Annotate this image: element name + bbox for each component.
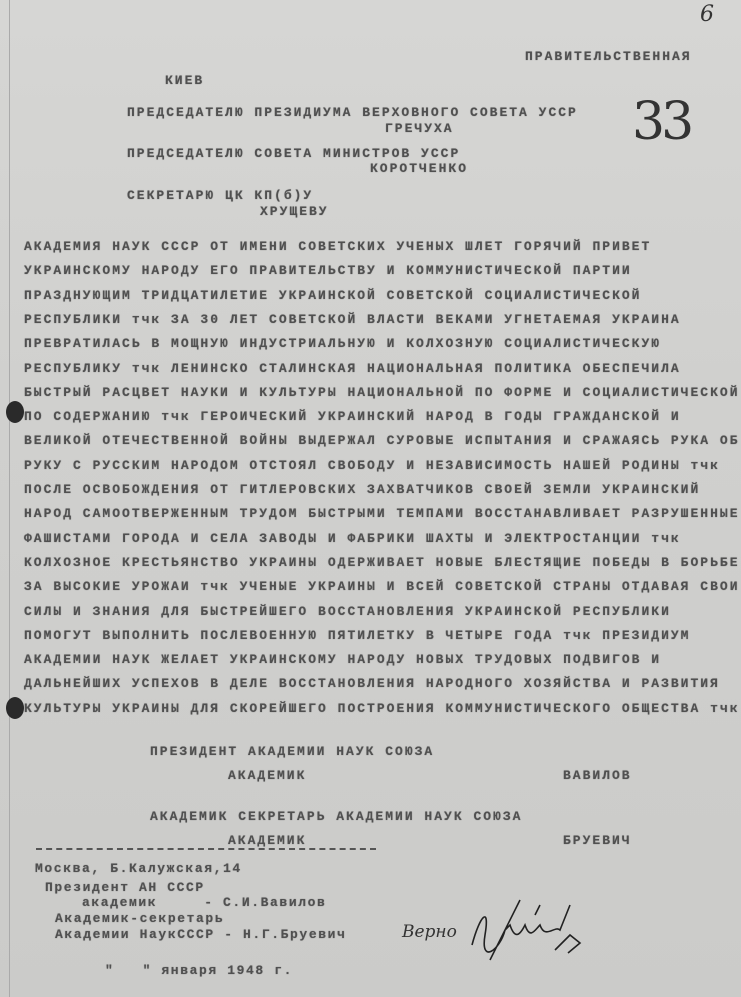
signatory-position: ПРЕЗИДЕНТ АКАДЕМИИ НАУК СОЮЗА — [150, 744, 435, 759]
body-line: ПРАЗДНУЮЩИМ ТРИДЦАТИЛЕТИЕ УКРАИНСКОЙ СОВЕТСКОЙ СОЦИАЛИСТИЧЕСКОЙ — [24, 287, 642, 303]
body-line: РЕСПУБЛИКИ тчк ЗА 30 ЛЕТ СОВЕТСКОЙ ВЛАСТИ ВЕКАМИ УГНЕТАЕМАЯ УКРАИНА — [24, 311, 681, 327]
punch-hole — [6, 697, 24, 719]
addressee-title: ПРЕДСЕДАТЕЛЮ СОВЕТА МИНИСТРОВ УССР — [127, 146, 461, 161]
body-line: НАРОД САМООТВЕРЖЕННЫМ ТРУДОМ БЫСТРЫМИ ТЕМПАМИ ВОССТАНАВЛИВАЕТ РАЗРУШЕННЫЕ — [24, 506, 740, 522]
body-line: ВЕЛИКОЙ ОТЕЧЕСТВЕННОЙ ВОЙНЫ ВЫДЕРЖАЛ СУРОВЫЕ ИСПЫТАНИЯ И СРАЖАЯСЬ РУКА ОБ — [24, 433, 740, 449]
body-line: ПО СОДЕРЖАНИЮ тчк ГЕРОИЧЕСКИЙ УКРАИНСКИЙ НАРОД В ГОДЫ ГРАЖДАНСКОЙ И — [24, 409, 681, 425]
addressee-name: ГРЕЧУХА — [385, 121, 454, 136]
certified-note: Верно — [402, 922, 457, 942]
sender-line: академик - С.И.Вавилов — [82, 895, 327, 910]
signatory-rank: АКАДЕМИК — [228, 833, 307, 848]
addressee-name: КОРОТЧЕНКО — [370, 161, 469, 176]
addressee-title: ПРЕДСЕДАТЕЛЮ ПРЕЗИДИУМА ВЕРХОВНОГО СОВЕТА УССР — [127, 105, 578, 120]
page-edge — [9, 0, 10, 997]
handwritten-page-number: 6 — [700, 2, 714, 27]
body-line: СИЛЫ И ЗНАНИЯ ДЛЯ БЫСТРЕЙШЕГО ВОССТАНОВЛЕНИЯ УКРАИНСКОЙ РЕСПУБЛИКИ — [24, 603, 671, 619]
classification: ПРАВИТЕЛЬСТВЕННАЯ — [525, 49, 692, 64]
signatory-name: ВАВИЛОВ — [563, 768, 632, 783]
handwritten-signature — [460, 895, 590, 965]
body-line: ПОМОГУТ ВЫПОЛНИТЬ ПОСЛЕВОЕННУЮ ПЯТИЛЕТКУ В ЧЕТЫРЕ ГОДА тчк ПРЕЗИДИУМ — [24, 627, 691, 643]
handwritten-registry-number: 33 — [632, 92, 691, 152]
body-line: ЗА ВЫСОКИЕ УРОЖАИ тчк УЧЕНЫЕ УКРАИНЫ И ВСЕЙ СОВЕТСКОЙ СТРАНЫ ОТДАВАЯ СВОИ — [24, 579, 740, 595]
sender-line: Академик-секретарь — [55, 911, 225, 926]
signatory-name: БРУЕВИЧ — [563, 833, 632, 848]
sender-line: Академии НаукСССР - Н.Г.Бруевич — [55, 927, 347, 942]
addressee-title: СЕКРЕТАРЮ ЦК КП(б)У — [127, 188, 314, 203]
signatory-position: АКАДЕМИК СЕКРЕТАРЬ АКАДЕМИИ НАУК СОЮЗА — [150, 809, 523, 824]
body-line: РЕСПУБЛИКУ тчк ЛЕНИНСКО СТАЛИНСКАЯ НАЦИОНАЛЬНАЯ ПОЛИТИКА ОБЕСПЕЧИЛА — [24, 360, 681, 376]
body-line: БЫСТРЫЙ РАСЦВЕТ НАУКИ И КУЛЬТУРЫ НАЦИОНАЛЬНОЙ ПО ФОРМЕ И СОЦИАЛИСТИЧЕСКОЙ — [24, 384, 740, 400]
body-line: РУКУ С РУССКИМ НАРОДОМ ОТСТОЯЛ СВОБОДУ И НЕЗАВИСИМОСТЬ НАШЕЙ РОДИНЫ тчк — [24, 457, 720, 473]
separator-line — [36, 848, 376, 850]
body-line: КУЛЬТУРЫ УКРАИНЫ ДЛЯ СКОРЕЙШЕГО ПОСТРОЕНИЯ КОММУНИСТИЧЕСКОГО ОБЩЕСТВА тчк — [24, 700, 740, 716]
body-line: КОЛХОЗНОЕ КРЕСТЬЯНСТВО УКРАИНЫ ОДЕРЖИВАЕТ НОВЫЕ БЛЕСТЯЩИЕ ПОБЕДЫ В БОРЬБЕ — [24, 554, 740, 570]
sender-line: Президент АН СССР — [45, 880, 205, 895]
signatory-rank: АКАДЕМИК — [228, 768, 307, 783]
punch-hole — [6, 401, 24, 423]
body-line: УКРАИНСКОМУ НАРОДУ ЕГО ПРАВИТЕЛЬСТВУ И КОММУНИСТИЧЕСКОЙ ПАРТИИ — [24, 263, 632, 279]
document-date: " " января 1948 г. — [105, 963, 294, 978]
addressee-name: ХРУЩЕВУ — [260, 204, 329, 219]
sender-address: Москва, Б.Калужская,14 — [35, 861, 242, 876]
body-line: АКАДЕМИЯ НАУК СССР ОТ ИМЕНИ СОВЕТСКИХ УЧЕНЫХ ШЛЕТ ГОРЯЧИЙ ПРИВЕТ — [24, 239, 652, 254]
body-line: ПОСЛЕ ОСВОБОЖДЕНИЯ ОТ ГИТЛЕРОВСКИХ ЗАХВАТЧИКОВ СВОЕЙ ЗЕМЛИ УКРАИНСКИЙ — [24, 482, 701, 497]
body-line: ДАЛЬНЕЙШИХ УСПЕХОВ В ДЕЛЕ ВОССТАНОВЛЕНИЯ НАРОДНОГО ХОЗЯЙСТВА И РАЗВИТИЯ — [24, 676, 720, 692]
city: КИЕВ — [165, 73, 205, 88]
body-line: ПРЕВРАТИЛАСЬ В МОЩНУЮ ИНДУСТРИАЛЬНУЮ И КОЛХОЗНУЮ СОЦИАЛИСТИЧЕСКУЮ — [24, 336, 662, 352]
body-line: ФАШИСТАМИ ГОРОДА И СЕЛА ЗАВОДЫ И ФАБРИКИ ШАХТЫ И ЭЛЕКТРОСТАНЦИИ тчк — [24, 530, 681, 546]
body-line: АКАДЕМИИ НАУК ЖЕЛАЕТ УКРАИНСКОМУ НАРОДУ НОВЫХ ТРУДОВЫХ ПОДВИГОВ И — [24, 652, 662, 668]
